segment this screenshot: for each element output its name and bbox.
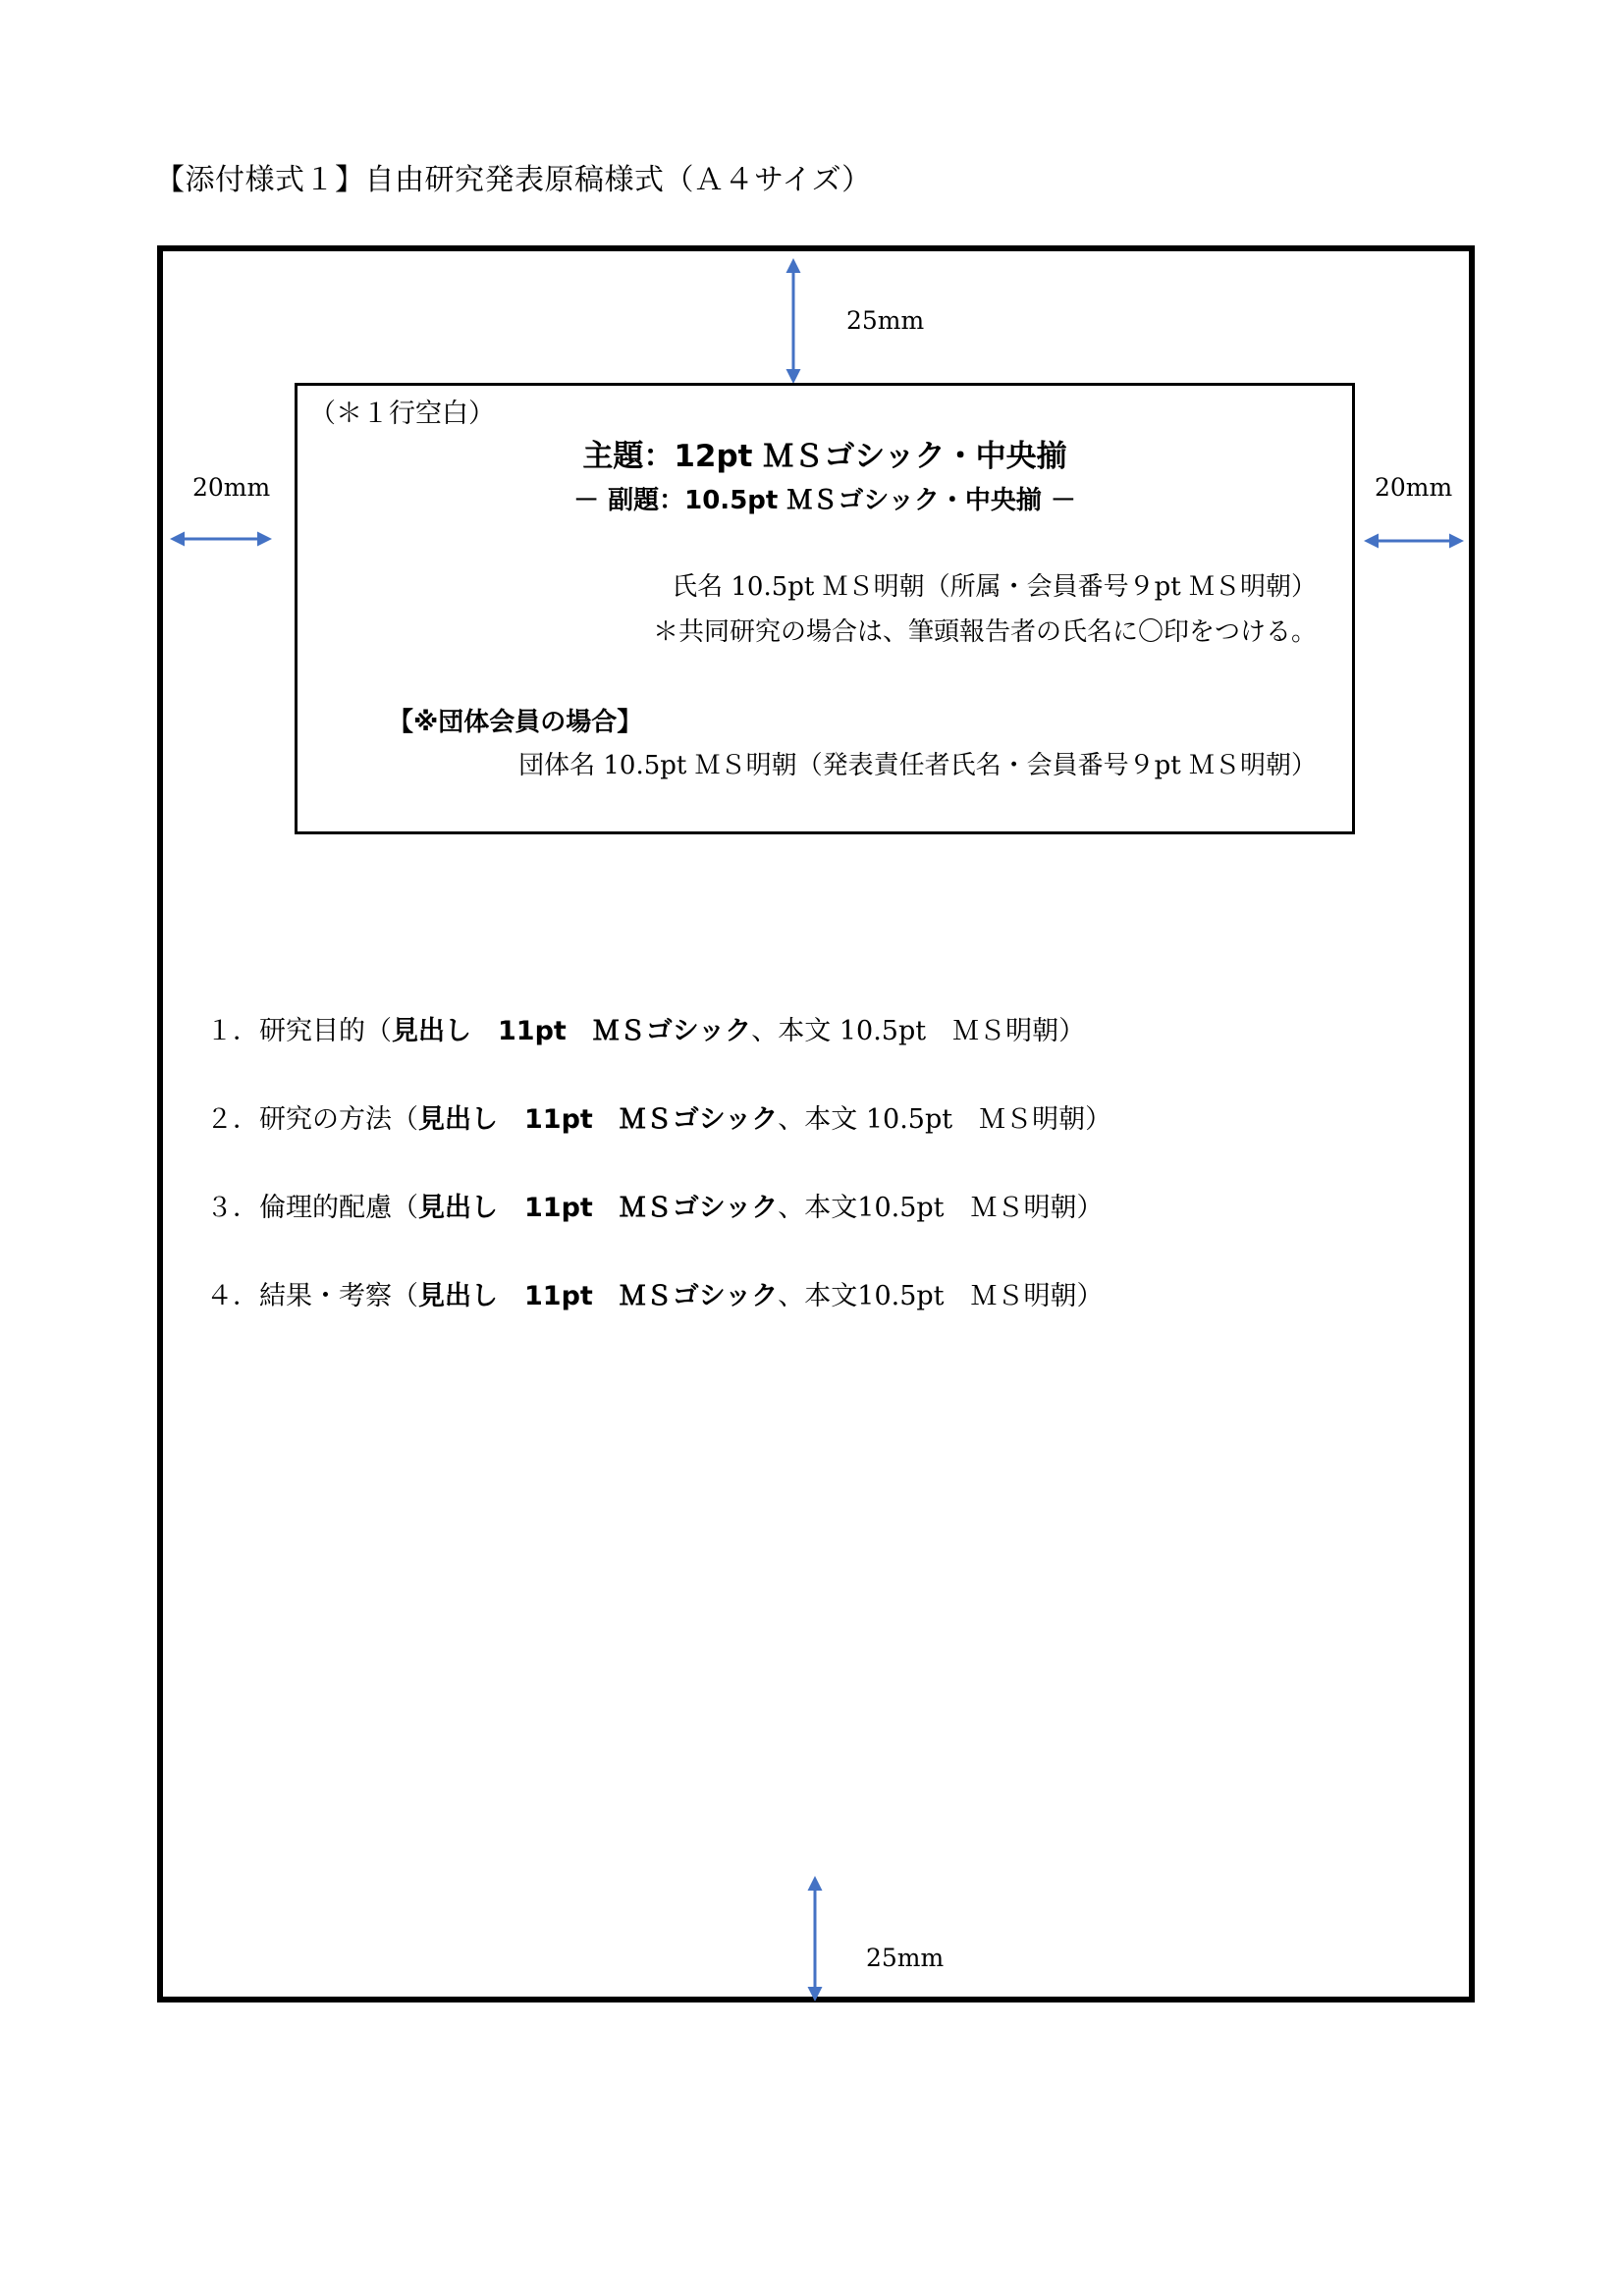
section-number: ３． [206, 1193, 259, 1223]
top-margin-label: 25mm [846, 306, 925, 335]
section-body-spec: 、本文10.5pt ＭＳ明朝） [778, 1193, 1104, 1223]
section-body-spec: 、本文 10.5pt ＭＳ明朝） [778, 1104, 1112, 1135]
section-number: ２． [206, 1104, 259, 1135]
section-heading [206, 1274, 1104, 1312]
left-margin-label: 20mm [192, 473, 271, 502]
bottom-margin-label: 25mm [866, 1944, 945, 1972]
section-title: 結果・考察（ [259, 1281, 418, 1311]
section-heading [206, 1009, 1085, 1047]
section-title: 研究目的（ [259, 1016, 392, 1046]
section-title: 倫理的配慮（ [259, 1193, 418, 1223]
section-body-spec: 、本文 10.5pt ＭＳ明朝） [751, 1016, 1086, 1046]
section-number: １． [206, 1016, 259, 1046]
section-title: 研究の方法（ [259, 1104, 418, 1135]
group-member-heading: 【※団体会員の場合】 [388, 708, 643, 737]
main-title: 主題：12pt ＭＳゴシック・中央揃 [582, 439, 1067, 474]
section-body-spec: 、本文10.5pt ＭＳ明朝） [778, 1281, 1104, 1311]
section-heading-spec: 見出し 11pt ＭＳゴシック [418, 1281, 779, 1311]
author-line: 氏名 10.5pt ＭＳ明朝（所属・会員番号９pt ＭＳ明朝） [672, 572, 1317, 602]
section-heading-spec: 見出し 11pt ＭＳゴシック [392, 1016, 752, 1046]
title-block [295, 383, 1355, 834]
section-heading [206, 1186, 1104, 1224]
joint-research-note: ＊共同研究の場合は、筆頭報告者の氏名に〇印をつける。 [652, 617, 1317, 647]
section-heading [206, 1097, 1111, 1136]
group-name-line: 団体名 10.5pt ＭＳ明朝（発表責任者氏名・会員番号９pt ＭＳ明朝） [518, 751, 1317, 780]
page-title: 【添付様式１】自由研究発表原稿様式（Ａ４サイズ） [155, 163, 872, 197]
blank-line-note: （＊１行空白） [309, 399, 495, 429]
section-number: ４． [206, 1281, 259, 1311]
subtitle: － 副題：10.5pt ＭＳゴシック・中央揃 － [573, 486, 1076, 515]
right-margin-label: 20mm [1375, 473, 1453, 502]
section-heading-spec: 見出し 11pt ＭＳゴシック [418, 1104, 779, 1135]
section-heading-spec: 見出し 11pt ＭＳゴシック [418, 1193, 779, 1223]
